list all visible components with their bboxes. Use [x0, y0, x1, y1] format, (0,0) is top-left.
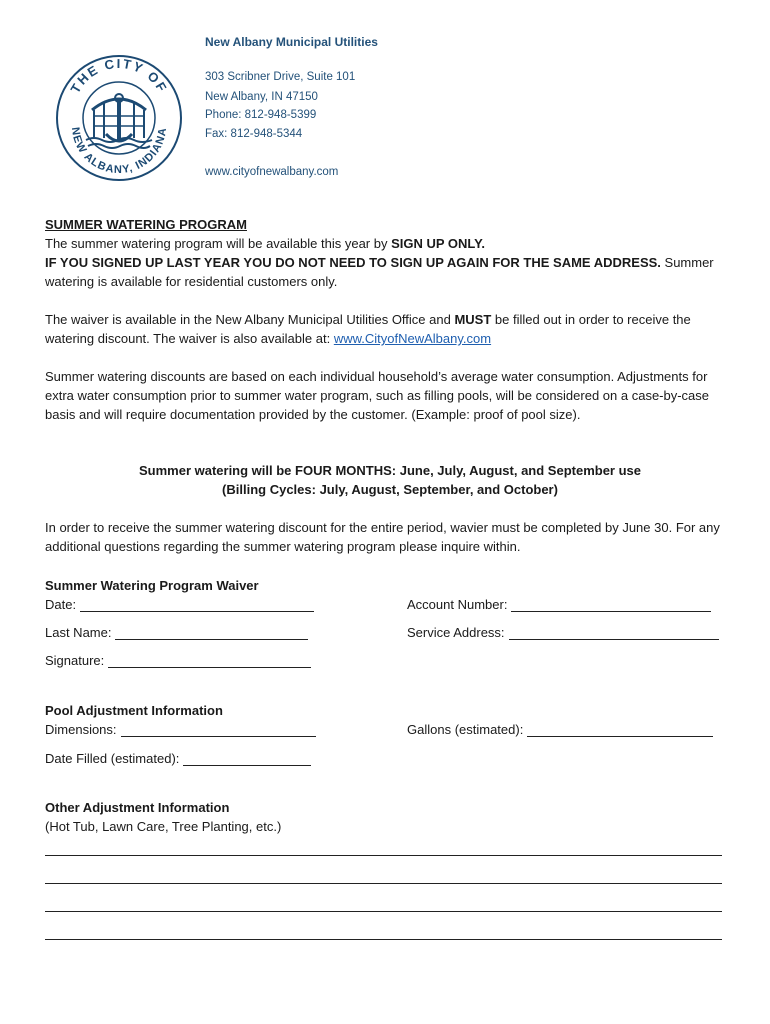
- fax-number: Fax: 812-948-5344: [205, 128, 303, 140]
- waiver-must: MUST: [454, 312, 492, 327]
- service-address-label: Service Address:: [407, 625, 505, 640]
- deadline-paragraph: In order to receive the summer watering discount for the entire period, wavier must be completed by June 30. For any additional questions regarding the summer watering program please inquire within.: [45, 520, 720, 554]
- waiver-heading: Summer Watering Program Waiver: [45, 578, 259, 593]
- phone-number: Phone: 812-948-5399: [205, 109, 317, 121]
- dimensions-field[interactable]: [121, 722, 316, 737]
- date-filled-row: [45, 751, 311, 766]
- date-filled-field[interactable]: [183, 751, 311, 766]
- last-name-field[interactable]: [115, 625, 308, 640]
- website-link[interactable]: www.CityofNewAlbany.com: [333, 331, 492, 346]
- account-number-field[interactable]: [511, 597, 711, 612]
- header-website: www.cityofnewalbany.com: [205, 166, 339, 178]
- months-line-2: (Billing Cycles: July, August, September, and October): [222, 482, 558, 497]
- svg-text:THE CITY OF: [67, 56, 170, 96]
- other-line-1[interactable]: [45, 855, 722, 856]
- months-line-1: Summer watering will be FOUR MONTHS: June, July, August, and September use: [138, 463, 642, 478]
- date-field[interactable]: [80, 597, 314, 612]
- signature-row: [45, 653, 311, 668]
- other-line-2[interactable]: [45, 883, 722, 884]
- other-line-4[interactable]: [45, 939, 722, 940]
- notice-bold: IF YOU SIGNED UP LAST YEAR YOU DO NOT NEED TO SIGN UP AGAIN FOR THE SAME ADDRESS.: [45, 255, 661, 270]
- dimensions-label: Dimensions:: [45, 722, 117, 737]
- waiver-text-a: The waiver is available in the New Albany Municipal Utilities Office and: [45, 312, 455, 327]
- address-line-2: New Albany, IN 47150: [205, 91, 318, 103]
- program-title: SUMMER WATERING PROGRAM: [45, 217, 247, 232]
- dimensions-row: [45, 722, 316, 737]
- months-notice: [45, 461, 735, 499]
- intro-line: [45, 234, 735, 253]
- service-address-field[interactable]: [509, 625, 719, 640]
- account-label: Account Number:: [407, 597, 508, 612]
- signature-field[interactable]: [108, 653, 311, 668]
- gallons-label: Gallons (estimated):: [407, 722, 524, 737]
- discount-paragraph: Summer watering discounts are based on each individual household’s average water consumption. Adjustments for extra water consumption prior to summer water program, such as filling pools, will be considered on a case-by-case basis and will require documentation provided by the customer. (Example: proof of pool size).: [45, 369, 710, 422]
- last-name-label: Last Name:: [45, 625, 112, 640]
- waiver-paragraph: [45, 310, 735, 348]
- other-section: [45, 798, 735, 836]
- city-seal-logo: [54, 38, 184, 188]
- other-line-3[interactable]: [45, 911, 722, 912]
- other-heading: Other Adjustment Information: [45, 800, 230, 815]
- intro-text: The summer watering program will be available this year by: [45, 236, 392, 251]
- account-row: [407, 597, 711, 612]
- last-name-row: [45, 625, 308, 640]
- intro-bold: SIGN UP ONLY.: [391, 236, 486, 251]
- seal-bottom-text: NEW ALBANY, INDIANA: [68, 126, 170, 177]
- notice-paragraph: [45, 253, 735, 291]
- waiver-text-b: be filled out in order to receive the watering discount. The waiver is also available at:: [45, 312, 691, 346]
- service-address-row: [407, 625, 719, 640]
- date-row: [45, 597, 314, 612]
- program-intro: [45, 215, 735, 291]
- date-filled-label: Date Filled (estimated):: [45, 751, 180, 766]
- other-subheading: (Hot Tub, Lawn Care, Tree Planting, etc.): [45, 819, 282, 834]
- signature-label: Signature:: [45, 653, 105, 668]
- notice-rest: Summer watering is available for residential customers only.: [45, 255, 714, 289]
- gallons-row: [407, 722, 713, 737]
- date-label: Date:: [45, 597, 77, 612]
- org-name: New Albany Municipal Utilities: [205, 35, 378, 49]
- address-line-1: 303 Scribner Drive, Suite 101: [205, 71, 356, 83]
- gallons-field[interactable]: [527, 722, 713, 737]
- seal-top-text: THE CITY OF: [67, 55, 171, 96]
- pool-heading: Pool Adjustment Information: [45, 703, 223, 718]
